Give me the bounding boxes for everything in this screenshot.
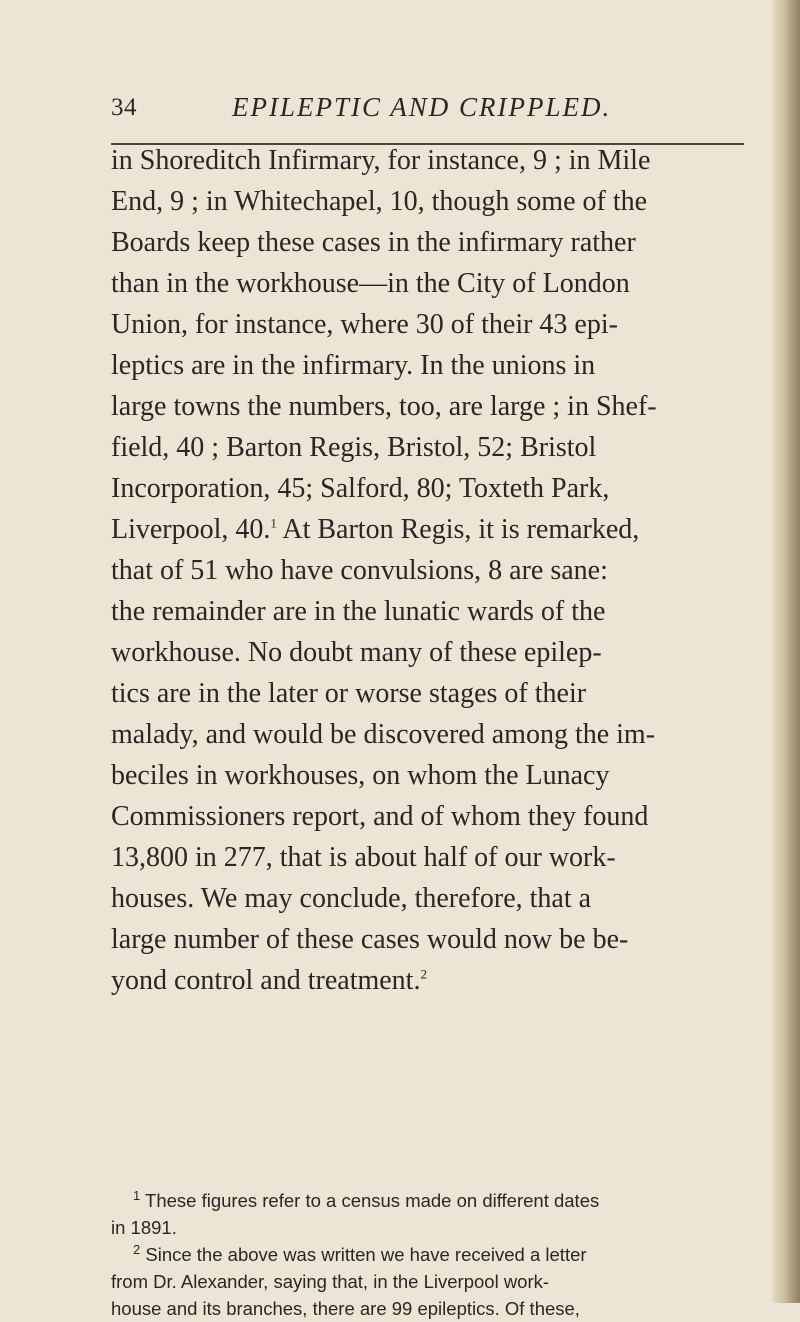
footnote-reference: 1: [270, 515, 277, 531]
text-line-content: 13,800 in 277, that is about half of our work-: [111, 842, 616, 873]
text-line: [111, 796, 751, 837]
text-line-content: Incorporation, 45; Salford, 80; Toxteth Park,: [111, 473, 610, 504]
running-title: EPILEPTIC AND CRIPPLED.: [232, 92, 612, 122]
text-line: [111, 345, 751, 386]
text-line: [111, 468, 751, 509]
text-line-content: leptics are in the infirmary. In the unions in: [111, 350, 596, 381]
text-line: [111, 591, 751, 632]
text-line-content: large number of these cases would now be be-: [111, 924, 629, 955]
text-line-content: malady, and would be discovered among the im-: [111, 719, 656, 750]
text-line-continuation: At Barton Regis, it is remarked,: [276, 514, 640, 545]
footnote-2-marker: 2: [133, 1241, 141, 1257]
footnote-1-line-2: in 1891.: [111, 1217, 177, 1238]
footnote-1: [111, 1187, 751, 1214]
text-line-content: in Shoreditch Infirmary, for instance, 9 ; in Mile: [111, 145, 651, 176]
text-line: [111, 550, 751, 591]
text-line-content: Commissioners report, and of whom they found: [111, 801, 649, 832]
text-line: [111, 509, 751, 550]
text-line: [111, 181, 751, 222]
footnote-2: [111, 1241, 751, 1268]
text-line-content: that of 51 who have convulsions, 8 are sane:: [111, 555, 608, 586]
text-line: [111, 140, 751, 181]
text-line: [111, 304, 751, 345]
footnote-1-line-1: These figures refer to a census made on different dates: [140, 1190, 600, 1211]
text-line: [111, 960, 751, 1001]
text-line-content: Liverpool, 40.: [111, 514, 271, 545]
body-paragraph: [111, 140, 751, 1001]
footnote-reference: 2: [420, 966, 427, 982]
text-line-content: End, 9 ; in Whitechapel, 10, though some of the: [111, 186, 648, 217]
text-line: [111, 263, 751, 304]
footnote-2-line-2: from Dr. Alexander, saying that, in the Liverpool work-: [111, 1271, 550, 1292]
page-number: 34: [111, 94, 137, 121]
footnote-1-marker: 1: [133, 1187, 141, 1203]
text-line: [111, 632, 751, 673]
text-line-content: yond control and treatment.: [111, 965, 421, 996]
footnote-2-line-1: Since the above was written we have received a letter: [140, 1244, 587, 1265]
text-line: [111, 878, 751, 919]
text-line: [111, 919, 751, 960]
text-line: [111, 673, 751, 714]
text-line-content: Union, for instance, where 30 of their 43 epi-: [111, 309, 618, 340]
text-line: [111, 386, 751, 427]
text-line: [111, 714, 751, 755]
footnote-2-line-3: house and its branches, there are 99 epileptics. Of these,: [111, 1298, 580, 1319]
footnotes: [111, 1187, 751, 1322]
text-line: [111, 427, 751, 468]
text-line-content: the remainder are in the lunatic wards of the: [111, 596, 606, 627]
text-line-content: beciles in workhouses, on whom the Lunacy: [111, 760, 610, 791]
text-line: [111, 837, 751, 878]
page-edge-shadow: [772, 0, 800, 1303]
text-line: [111, 755, 751, 796]
text-line-content: than in the workhouse—in the City of London: [111, 268, 630, 299]
text-line-content: large towns the numbers, too, are large ; in Shef-: [111, 391, 657, 422]
text-line-content: Boards keep these cases in the infirmary rather: [111, 227, 636, 258]
text-line-content: houses. We may conclude, therefore, that a: [111, 883, 592, 914]
text-line-content: workhouse. No doubt many of these epilep-: [111, 637, 602, 668]
text-line-content: field, 40 ; Barton Regis, Bristol, 52; Bristol: [111, 432, 597, 463]
text-line-content: tics are in the later or worse stages of their: [111, 678, 587, 709]
text-line: [111, 222, 751, 263]
